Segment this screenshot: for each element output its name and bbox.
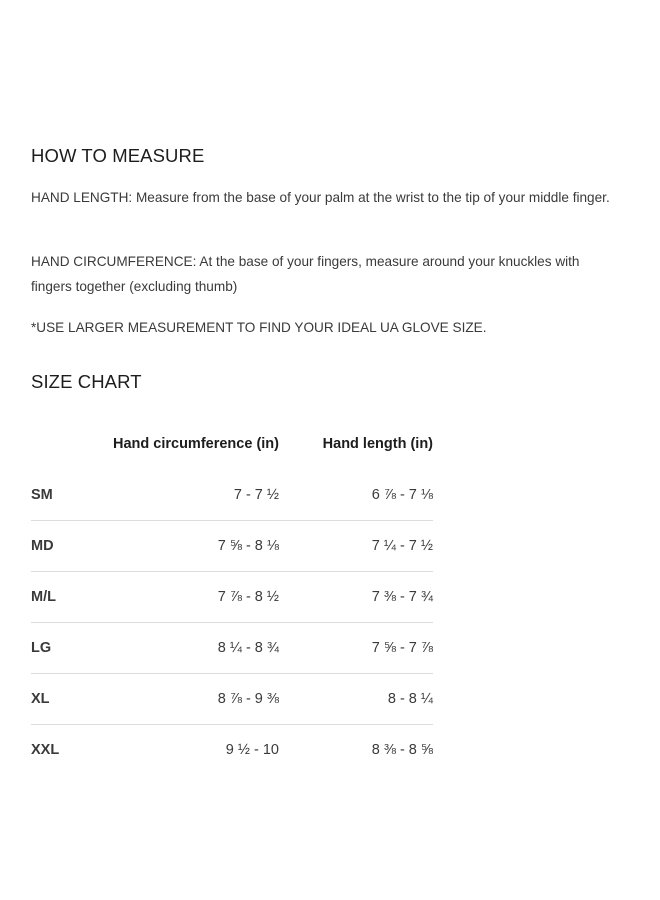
hand-length-instructions: HAND LENGTH: Measure from the base of your palm at the wrist to the tip of your middle finger. <box>31 190 610 205</box>
how-to-measure-title: HOW TO MEASURE <box>31 145 205 166</box>
size-chart-table <box>31 417 433 775</box>
length-value: 7 ⅝ - 7 ⅞ <box>279 623 433 674</box>
table-row <box>31 623 433 674</box>
length-column-header: Hand length (in) <box>322 435 433 452</box>
size-column-header <box>31 417 93 470</box>
table-header-row <box>31 417 433 470</box>
circumference-value: 8 ¼ - 8 ¾ <box>93 623 279 674</box>
circumference-value: 7 ⅝ - 8 ⅛ <box>93 521 279 572</box>
circumference-value: 9 ½ - 10 <box>225 742 279 758</box>
size-label: XXL <box>31 742 60 758</box>
length-value: 7 ⅜ - 7 ¾ <box>279 572 433 623</box>
table-row <box>31 725 433 776</box>
table-row <box>31 674 433 725</box>
size-label: XL <box>31 674 93 725</box>
measurement-note: *USE LARGER MEASUREMENT TO FIND YOUR IDEAL UA GLOVE SIZE. <box>31 320 487 335</box>
circumference-value: 8 ⅞ - 9 ⅜ <box>93 674 279 725</box>
size-label: MD <box>31 521 93 572</box>
table-row <box>31 572 433 623</box>
table-row <box>31 470 433 521</box>
length-value: 8 - 8 ¼ <box>279 674 433 725</box>
size-chart-title: SIZE CHART <box>31 371 142 392</box>
hand-circumference-instructions: HAND CIRCUMFERENCE: At the base of your fingers, measure around your knuckles with fingers together (excluding thumb) <box>31 254 580 294</box>
table-row <box>31 521 433 572</box>
length-value: 6 ⅞ - 7 ⅛ <box>279 470 433 521</box>
length-value: 8 ⅜ - 8 ⅝ <box>371 742 433 758</box>
size-label: LG <box>31 623 93 674</box>
size-label: SM <box>31 470 93 521</box>
circumference-value: 7 - 7 ½ <box>93 470 279 521</box>
circumference-value: 7 ⅞ - 8 ½ <box>93 572 279 623</box>
circumference-column-header: Hand circumference (in) <box>113 435 279 452</box>
length-value: 7 ¼ - 7 ½ <box>279 521 433 572</box>
size-label: M/L <box>31 572 93 623</box>
